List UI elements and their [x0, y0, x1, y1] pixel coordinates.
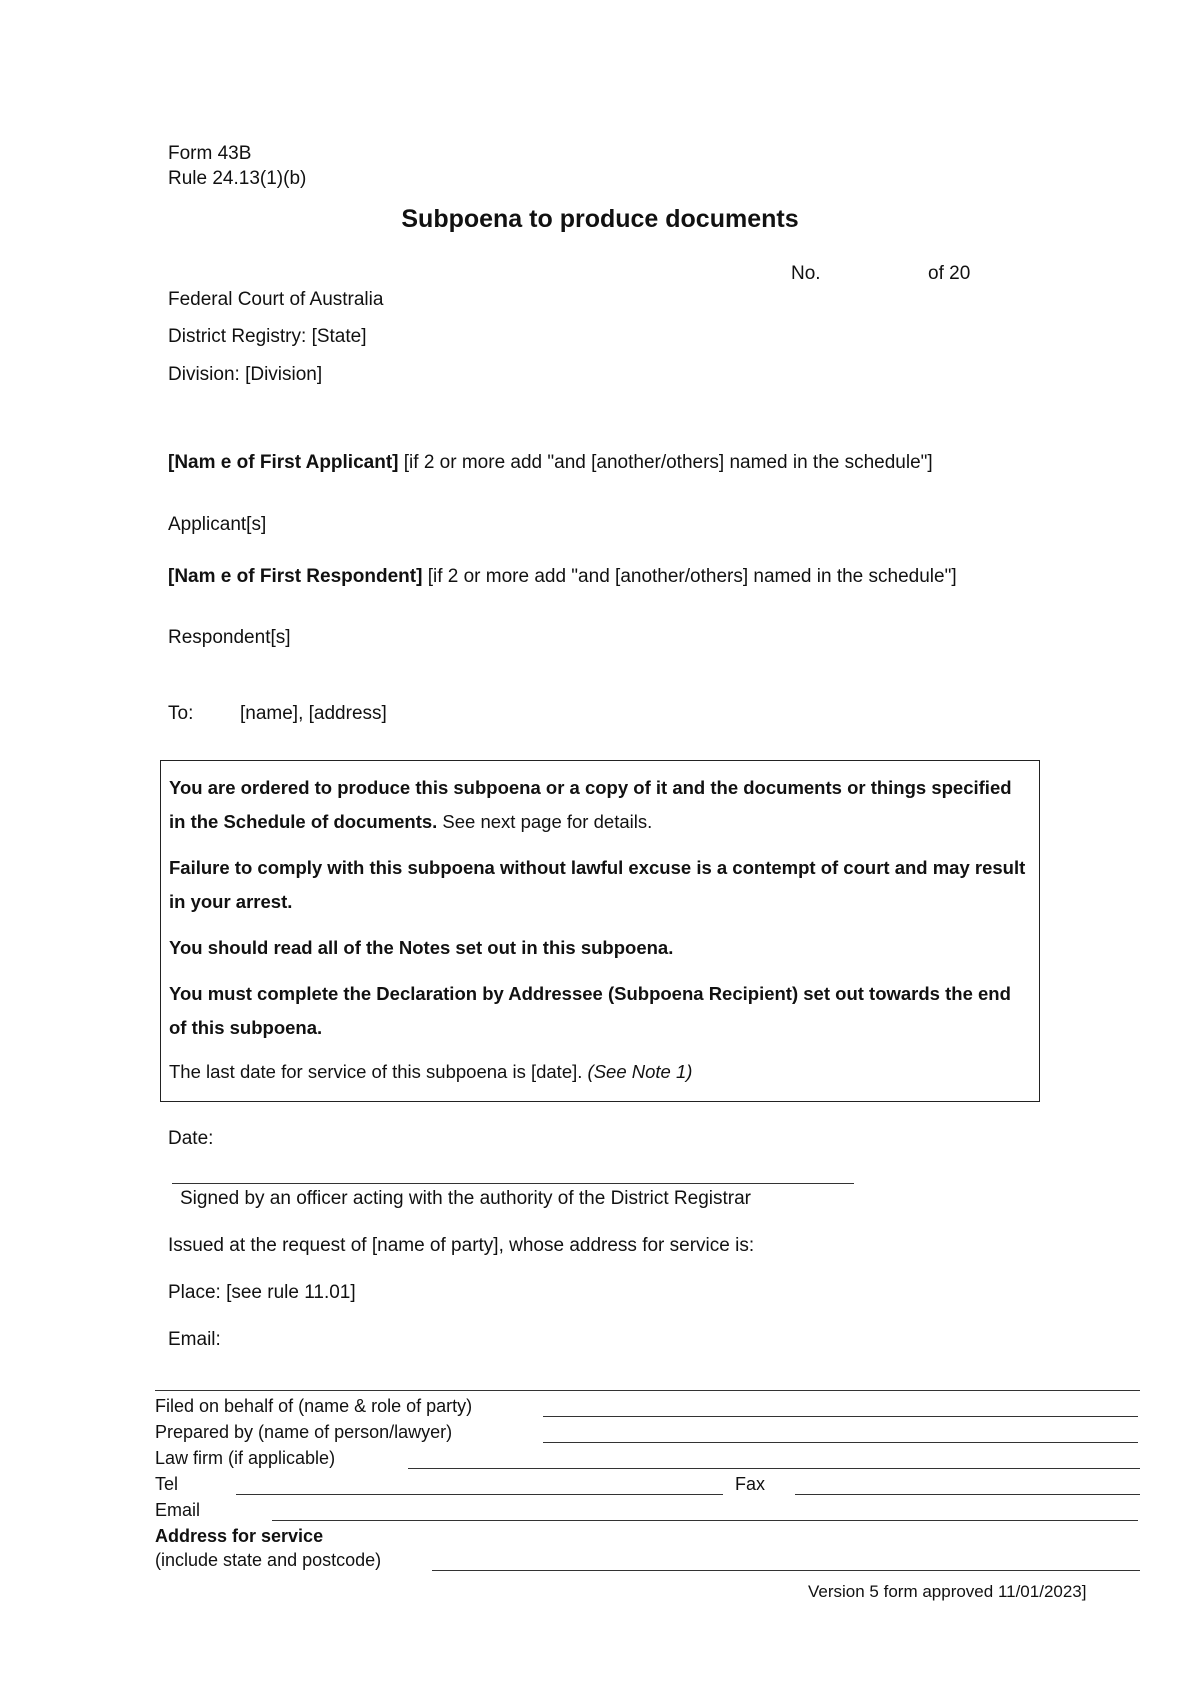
address-for-service-label: Address for service	[155, 1526, 324, 1546]
email-label: Email:	[168, 1329, 221, 1350]
fax-label: Fax	[735, 1474, 766, 1494]
notice-box	[160, 760, 1040, 1102]
applicant-role: Applicant[s]	[168, 514, 267, 535]
rule-reference: Rule 24.13(1)(b)	[168, 168, 307, 189]
division: Division: [Division]	[168, 364, 323, 385]
respondent-role: Respondent[s]	[168, 627, 291, 648]
issued-at-request: Issued at the request of [name of party], whose address for service is:	[168, 1235, 755, 1256]
applicant-note: [if 2 or more add "and [another/others] named in the schedule"]	[403, 452, 933, 473]
address-for-service-field[interactable]	[432, 1570, 1140, 1571]
law-firm-field[interactable]	[408, 1468, 1140, 1469]
notice-last-date-note: (See Note 1)	[587, 1061, 693, 1082]
filed-on-behalf-label: Filed on behalf of (name & role of party)	[155, 1396, 473, 1416]
to-value: [name], [address]	[240, 703, 387, 724]
case-number-label: No.	[791, 263, 821, 284]
applicant-block	[168, 451, 1018, 475]
page-title: Subpoena to produce documents	[401, 205, 799, 233]
prepared-by-label: Prepared by (name of person/lawyer)	[155, 1422, 453, 1442]
notice-read-notes: You should read all of the Notes set out in this subpoena.	[169, 937, 674, 958]
respondent-note: [if 2 or more add "and [another/others] named in the schedule"]	[427, 566, 957, 587]
notice-last-date	[169, 1055, 1031, 1089]
place: Place: [see rule 11.01]	[168, 1282, 356, 1303]
notice-failure: Failure to comply with this subpoena without lawful excuse is a contempt of court and may result in your arrest.	[169, 857, 1026, 912]
tel-field[interactable]	[236, 1494, 723, 1495]
case-year-label: of 20	[928, 263, 971, 284]
footer-rule	[155, 1390, 1140, 1391]
notice-order-rest: See next page for details.	[437, 811, 653, 832]
notice-last-date-text: The last date for service of this subpoena is [date].	[169, 1061, 588, 1082]
footer-email-field[interactable]	[272, 1520, 1138, 1521]
law-firm-label: Law firm (if applicable)	[155, 1448, 336, 1468]
footer-email-label: Email	[155, 1500, 201, 1520]
prepared-by-field[interactable]	[543, 1442, 1138, 1443]
include-state-note: (include state and postcode)	[155, 1550, 382, 1570]
district-registry: District Registry: [State]	[168, 326, 367, 347]
form-number: Form 43B	[168, 143, 252, 164]
signature-line	[172, 1183, 854, 1184]
date-label: Date:	[168, 1128, 214, 1149]
fax-field[interactable]	[795, 1494, 1140, 1495]
version-note: Version 5 form approved 11/01/2023]	[808, 1582, 1087, 1601]
signed-by-text: Signed by an officer acting with the authority of the District Registrar	[180, 1188, 751, 1209]
tel-label: Tel	[155, 1474, 179, 1494]
notice-order	[169, 771, 1031, 839]
filed-on-behalf-field[interactable]	[543, 1416, 1138, 1417]
court-name: Federal Court of Australia	[168, 289, 384, 310]
notice-declaration: You must complete the Declaration by Addressee (Subpoena Recipient) set out towards the end of this subpoena.	[169, 983, 1011, 1038]
notice-order-bold: You are ordered to produce this subpoena or a copy of it and the documents or things specified in the Schedule of documents.	[169, 777, 1012, 832]
applicant-name: [Nam e of First Applicant]	[168, 452, 399, 473]
to-label: To:	[168, 703, 194, 724]
respondent-block	[168, 565, 1018, 589]
respondent-name: [Nam e of First Respondent]	[168, 566, 423, 587]
